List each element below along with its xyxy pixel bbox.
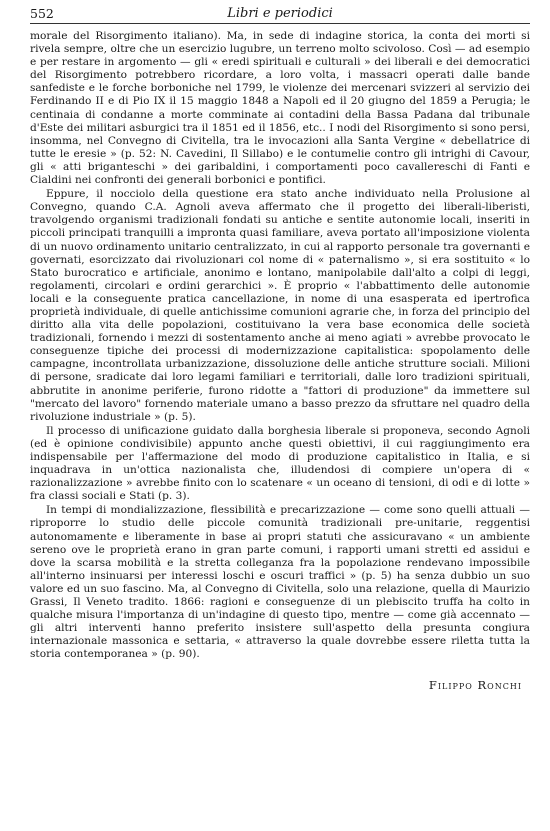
signature-name: Filippo Ronchi: [428, 677, 522, 692]
author-signature: [30, 678, 530, 692]
running-title: Libri e periodici: [227, 6, 333, 21]
paragraph-3: Il processo di unificazione guidato dalla borghesia liberale si proponeva, secondo Agnoli (ed è opinione condivisibile) appunto anche questi obiettivi, il cui raggiungimento era indispensabile per l'affermazione del modo di produzione capitalistico in Italia, e si inquadrava in un'ottica nazionalista che, illudendosi di compiere un'opera di « razionalizzazione » avrebbe finito con lo scatenare « un oceano di tensioni, di odi e di lotte » fra classi sociali e Stati (p. 3).: [30, 424, 530, 503]
document-page: [30, 6, 530, 692]
paragraph-1: morale del Risorgimento italiano). Ma, in sede di indagine storica, la conta dei morti si rivela sempre, oltre che un esercizio lugubre, un terreno molto scivoloso. Così — ad esempio e per restare in argomento — gli « eredi spirituali e culturali » dei liberali e dei democratici del Risorgimento potrebbero ricordare, a loro volta, i massacri operati dalle bande sanfediste e le forche borboniche nel 1799, le violenze dei mercenari svizzeri al servizio dei Ferdinando II e di Pio IX il 15 maggio 1848 a Napoli ed il 20 giugno del 1859 a Perugia; le centinaia di condanne a morte comminate ai contadini della Bassa Padana dal tribunale d'Este dei militari asburgici tra il 1851 ed il 1856, etc.. I nodi del Risorgimento si sono persi, insomma, nel Convegno di Civitella, tra le invocazioni alla Santa Vergine « debellatrice di tutte le eresie » (p. 52: N. Cavedini, Il Sillabo) e le contumelie contro gli intrighi di Cavour, gli « atti briganteschi » dei garibaldini, i comportamenti poco cavallereschi di Fanti e Cialdini nei confronti dei generali borbonici e pontifici.: [30, 30, 530, 187]
page-number: 552: [30, 6, 54, 21]
paragraph-4: In tempi di mondializzazione, flessibilità e precarizzazione — come sono quelli attuali — riproporre lo studio delle piccole comunità tradizionali pre-unitarie, reggentisi autonomamente e liberamente in base ai propri statuti che assicuravano « un ambiente sereno ove le proprietà erano in gran parte comuni, i rapporti umani stretti ed assidui e dove la scarsa mobilità e la stretta colleganza fra la popolazione rendevano impossibile all'interno insinuarsi per interessi loschi e oscuri traffici » (p. 5) ha senza dubbio un suo valore ed un suo fascino. Ma, al Convegno di Civitella, solo una relazione, quella di Maurizio Grassi, Il Veneto tradito. 1866: ragioni e conseguenze di un plebiscito truffa ha colto in qualche misura l'importanza di un'indagine di questo tipo, mentre — come già accennato — gli altri interventi hanno preferito insistere sull'aspetto della presunta congiura internazionale massonica e settaria, « attraverso la quale dovrebbe essere riletta tutta la storia contemporanea » (p. 90).: [30, 504, 530, 661]
page-header: [30, 6, 530, 24]
paragraph-2: Eppure, il nocciolo della questione era stato anche individuato nella Prolusione al Convegno, quando C.A. Agnoli aveva affermato che il progetto dei liberali-liberisti, travolgendo organismi tradizionali fondati su antiche e sentite autonomie locali, inseriti in piccoli principati tranquilli a impronta quasi familiare, aveva portato all'imposizione violenta di un nuovo ordinamento unitario centralizzato, in cui al rapporto personale tra governanti e governati, esorcizzato dai rivoluzionari col nome di « paternalismo », si era sostituito « lo Stato burocratico e artificiale, anonimo e lontano, manipolabile dall'alto a colpi di leggi, regolamenti, circolari e ordini gerarchici ». È proprio « l'abbattimento delle autonomie locali e la conseguente pratica cancellazione, in nome di una esasperata ed ipertrofica proprietà individuale, di quelle antichissime comunioni agrarie che, in forza del principio del diritto alla vita delle popolazioni, costituivano la vera base economica delle società tradizionali, fornendo i mezzi di sostentamento anche ai meno agiati » avrebbe provocato le conseguenze tipiche dei processi di modernizzazione capitalistica: spopolamento delle campagne, incontrollata urbanizzazione, dissoluzione delle antiche strutture sociali. Milioni di persone, sradicate dai loro legami familiari e territoriali, dalle loro tradizioni spirituali, abbrutite in anonime periferie, furono ridotte a "fattori di produzione" da immettere sul "mercato del lavoro" fornendo materiale umano a basso prezzo da sfruttare nel quadro della rivoluzione industriale » (p. 5).: [30, 188, 530, 423]
